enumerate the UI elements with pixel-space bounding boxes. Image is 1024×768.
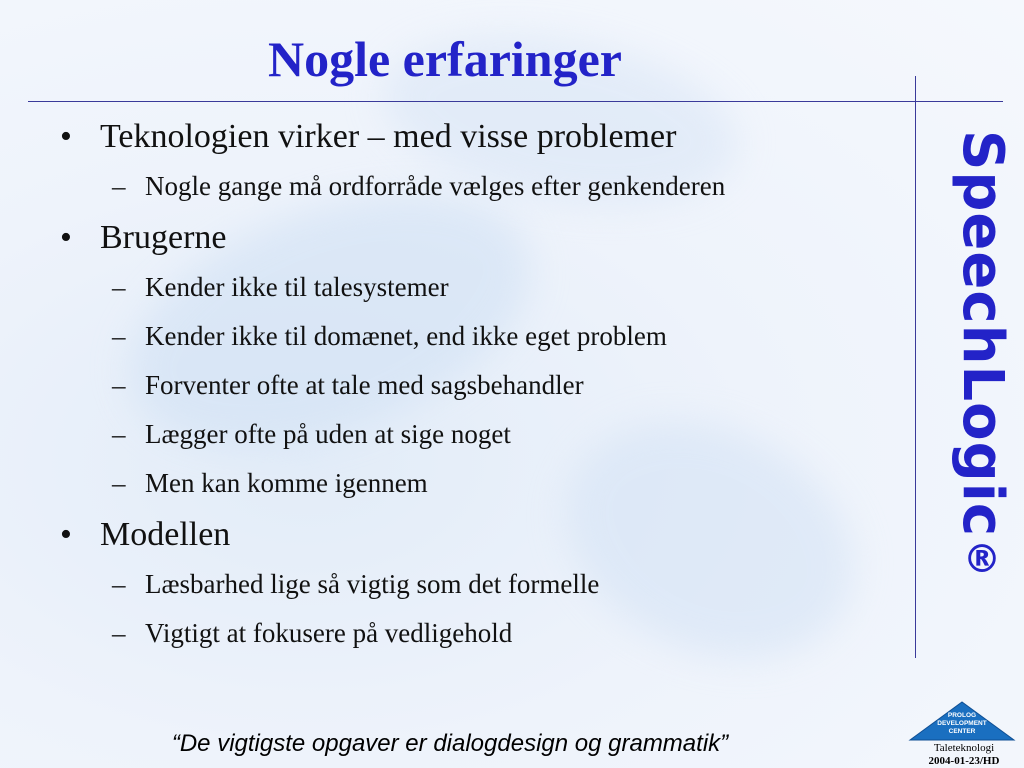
bullet-text: Brugerne bbox=[100, 219, 227, 256]
bullet-item: • Teknologien virker – med visse problemer bbox=[60, 118, 677, 155]
footer bbox=[912, 742, 1016, 768]
sub-bullet-text: Nogle gange må ordforråde vælges efter genkenderen bbox=[145, 171, 726, 201]
sub-bullet-item: – Kender ikke til talesystemer bbox=[112, 272, 449, 302]
bullet-text: Teknologien virker – med visse problemer bbox=[100, 118, 677, 155]
sub-bullet-item: – Læsbarhed lige så vigtig som det formelle bbox=[112, 569, 600, 599]
logo-line-1: PROLOG bbox=[947, 712, 977, 719]
bullet-text: Modellen bbox=[100, 516, 231, 553]
slide-body bbox=[60, 118, 900, 666]
sub-bullet-item: – Men kan komme igennem bbox=[112, 468, 428, 498]
bullet-item: • Brugerne bbox=[60, 219, 227, 256]
registered-mark: ® bbox=[960, 537, 1004, 583]
sub-bullet-item: – Kender ikke til domænet, end ikke eget problem bbox=[112, 321, 667, 351]
sub-bullet-item: – Vigtigt at fokusere på vedligehold bbox=[112, 618, 513, 648]
sub-bullet-text: Lægger ofte på uden at sige noget bbox=[145, 419, 511, 449]
sub-bullet-text: Forventer ofte at tale med sagsbehandler bbox=[145, 370, 584, 400]
sub-bullet-item: – Nogle gange må ordforråde vælges efter genkenderen bbox=[112, 171, 726, 201]
horizontal-divider bbox=[28, 101, 1003, 102]
logo-line-3: CENTER bbox=[948, 728, 976, 735]
bullet-item: • Modellen bbox=[60, 516, 231, 553]
logo-line-2: DEVELOPMENT bbox=[937, 720, 987, 727]
brand-name: SpeechLogic bbox=[950, 130, 1015, 538]
sub-bullet-text: Vigtigt at fokusere på vedligehold bbox=[145, 618, 513, 648]
sub-bullet-text: Men kan komme igennem bbox=[145, 468, 428, 498]
speechlogic-brand bbox=[938, 130, 1018, 670]
slide-title: Nogle erfaringer bbox=[267, 31, 622, 87]
footer-label: Taleteknologi bbox=[933, 742, 995, 754]
slide-quote: “De vigtigste opgaver er dialogdesign og grammatik” bbox=[171, 730, 729, 757]
sub-bullet-text: Kender ikke til domænet, end ikke eget problem bbox=[145, 321, 667, 351]
sub-bullet-item: – Forventer ofte at tale med sagsbehandler bbox=[112, 370, 584, 400]
sub-bullet-text: Kender ikke til talesystemer bbox=[145, 272, 449, 302]
sub-bullet-item: – Lægger ofte på uden at sige noget bbox=[112, 419, 511, 449]
sub-bullet-text: Læsbarhed lige så vigtig som det formelle bbox=[145, 569, 600, 599]
footer-date: 2004-01-23/HD bbox=[928, 755, 1000, 767]
vertical-divider bbox=[915, 76, 916, 658]
prolog-development-center-logo bbox=[906, 700, 1018, 742]
